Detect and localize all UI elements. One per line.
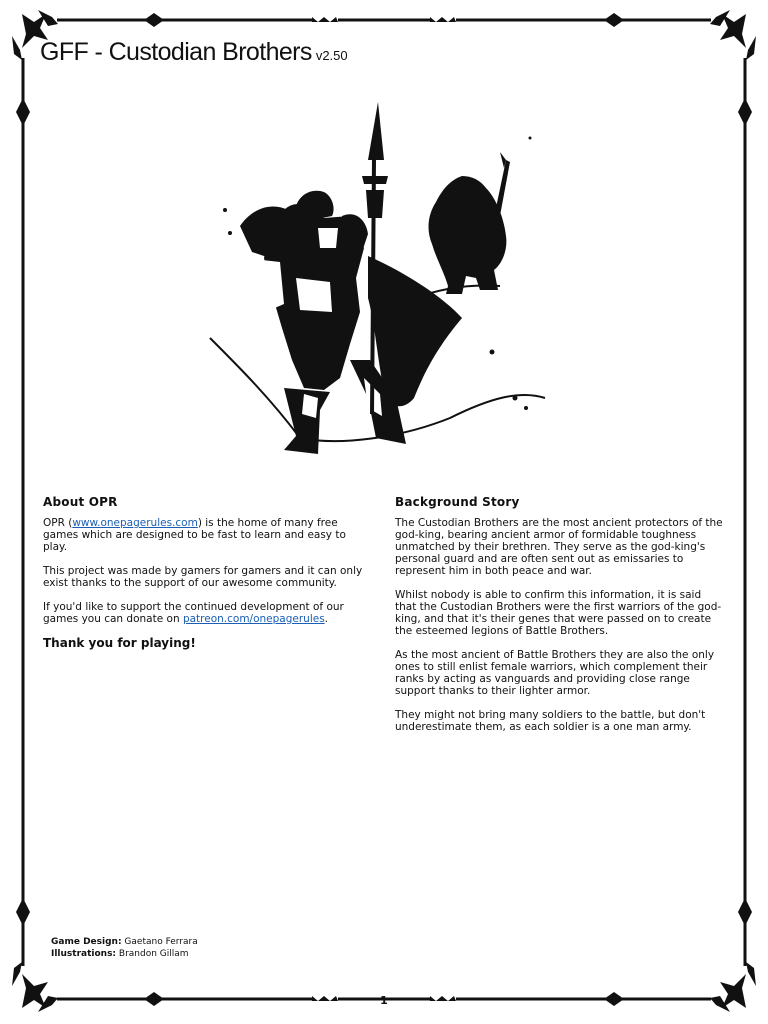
about-p1-pre: OPR ( [43,517,73,529]
story-paragraph-3: As the most ancient of Battle Brothers they are also the only ones to still enlist female warriors, which complement their ranks by acting as vanguards and providing close range support thanks to their lighter armor. [395,649,715,697]
about-paragraph-1 [43,517,373,553]
title-main: GFF - Custodian Brothers [40,38,312,66]
about-heading: About OPR [43,495,118,509]
about-paragraph-2: This project was made by gamers for gamers and it can only exist thanks to the support of our awesome community. [43,565,363,589]
story-heading: Background Story [395,495,520,509]
background-story-section [395,496,725,745]
credits [51,936,198,960]
story-paragraph-1: The Custodian Brothers are the most ancient protectors of the god-king, bearing ancient armor of formidable toughness unmatched by their brethren. They serve as the god-king's personal guard and are often sent out as emissaries to represent him in both peace and war. [395,517,723,577]
about-p1-post: ) is the home of many free games which are designed to be fast to learn and easy to play. [43,517,346,553]
credit-design-value: Gaetano Ferrara [124,937,198,947]
credit-illustrations [51,948,198,960]
about-p3-pre: If you'd like to support the continued development of our games you can donate on [43,601,344,625]
credit-design [51,936,198,948]
patreon-link[interactable]: patreon.com/onepagerules [182,613,325,625]
page-number: 1 [380,994,388,1007]
about-section [43,496,373,661]
story-paragraph-4: They might not bring many soldiers to the battle, but don't underestimate them, as each soldier is a one man army. [395,709,706,733]
credit-illus-label: Illustrations: [51,949,117,959]
credit-illus-value: Brandon Gillam [118,949,189,959]
thanks-message: Thank you for playing! [43,636,196,650]
page-title [40,38,348,67]
about-p3-post: . [324,613,329,625]
story-paragraph-2: Whilst nobody is able to confirm this information, it is said that the Custodian Brothers were the first warriors of the god-king, and that it's their genes that were passed on to create the esteemed legions of Battle Brothers. [395,589,722,637]
about-paragraph-3 [43,601,373,625]
onepagerules-link[interactable]: www.onepagerules.com [72,517,198,529]
credit-design-label: Game Design: [51,937,122,947]
title-version: v2.50 [315,48,348,63]
custodian-warriors-illustration [200,98,560,468]
